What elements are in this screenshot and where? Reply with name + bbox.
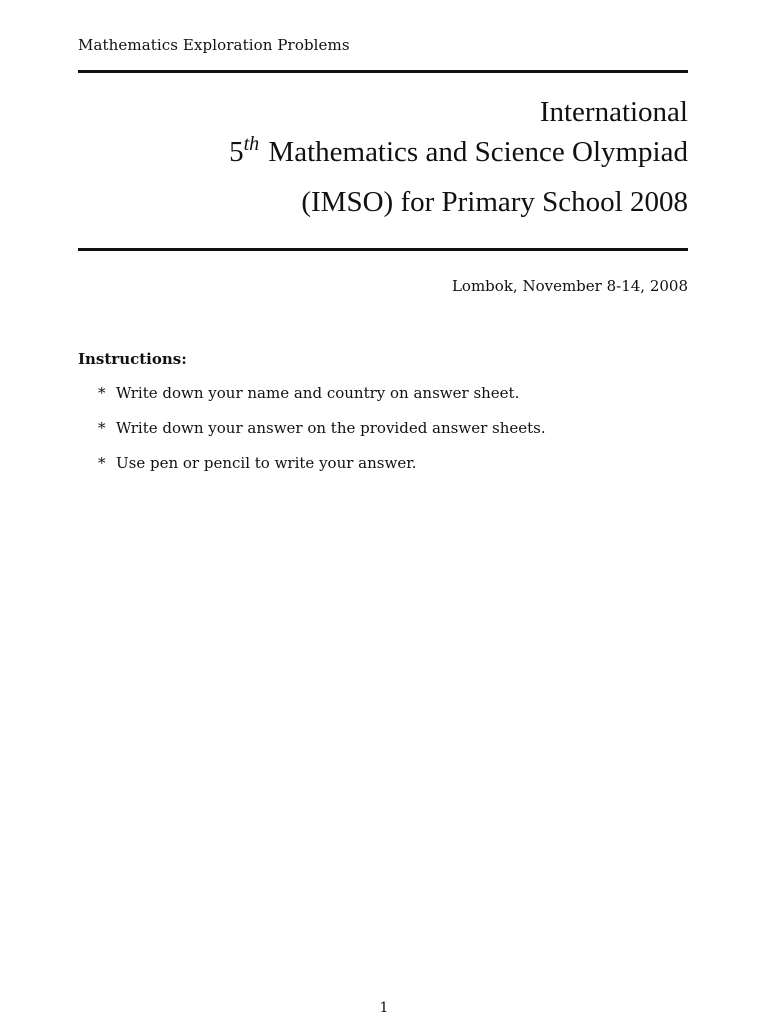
title-line-2	[229, 133, 688, 188]
ordinal-suffix: th	[243, 133, 260, 155]
title-line-3: (IMSO) for Primary School 2008	[301, 186, 688, 218]
title-line-2-text: Mathematics and Science Olympiad	[261, 136, 688, 168]
running-header: Mathematics Exploration Problems	[78, 36, 350, 54]
title-block	[229, 98, 688, 228]
bullet-asterisk: *	[98, 454, 106, 472]
dateline: Lombok, November 8-14, 2008	[451, 277, 688, 295]
title-line-1: International	[539, 96, 688, 128]
list-item	[98, 419, 546, 437]
ordinal-number: 5	[229, 136, 244, 168]
bullet-asterisk: *	[98, 419, 106, 437]
bottom-rule	[78, 248, 688, 251]
list-item	[98, 454, 546, 472]
instruction-text: Write down your name and country on answer sheet.	[116, 384, 520, 402]
instructions-heading: Instructions:	[78, 350, 187, 368]
page-number: 1	[379, 1000, 389, 1016]
instruction-text: Write down your answer on the provided answer sheets.	[116, 419, 546, 437]
top-rule	[78, 70, 688, 73]
instruction-text: Use pen or pencil to write your answer.	[116, 454, 417, 472]
bullet-asterisk: *	[98, 384, 106, 402]
list-item	[98, 384, 546, 402]
instructions-list	[78, 384, 546, 472]
instructions-section	[78, 350, 546, 489]
